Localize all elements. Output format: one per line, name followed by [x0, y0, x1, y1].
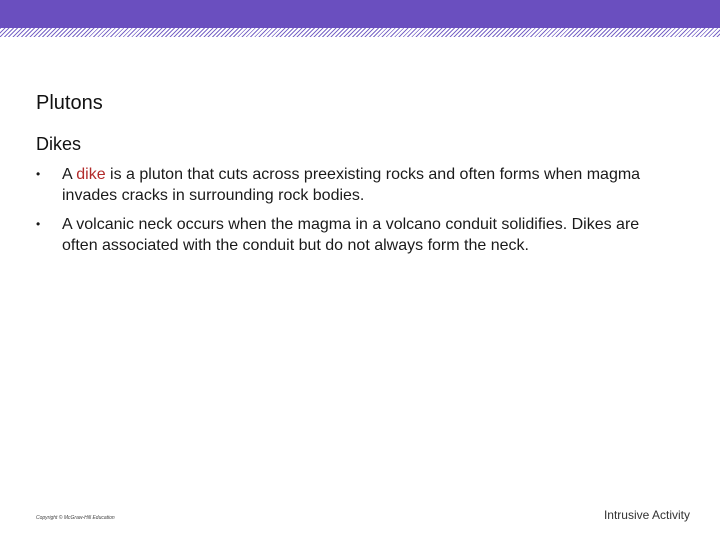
header-hatch-band	[0, 28, 720, 37]
bullet-text-before: A	[62, 166, 77, 183]
slide-title: Plutons	[36, 92, 103, 114]
bullet-item	[36, 214, 676, 256]
header-bar	[0, 0, 720, 28]
bullet-text-after: is a pluton that cuts across preexisting rocks and often forms when magma invades cracks in surrounding rock bodies.	[62, 166, 641, 204]
footer-section-label: Intrusive Activity	[603, 508, 690, 522]
copyright-notice: Copyright © McGraw-Hill Education	[36, 515, 115, 521]
bullet-item	[36, 164, 676, 206]
bullet-marker: •	[36, 167, 41, 181]
highlighted-term-dike: dike	[76, 166, 106, 183]
bullet-text: A volcanic neck occurs when the magma in a volcano conduit solidifies. Dikes are often associated with the conduit but do not always form the neck.	[62, 216, 640, 254]
slide-subtitle: Dikes	[36, 134, 82, 154]
bullet-marker: •	[36, 217, 41, 231]
bullet-list	[36, 164, 676, 264]
